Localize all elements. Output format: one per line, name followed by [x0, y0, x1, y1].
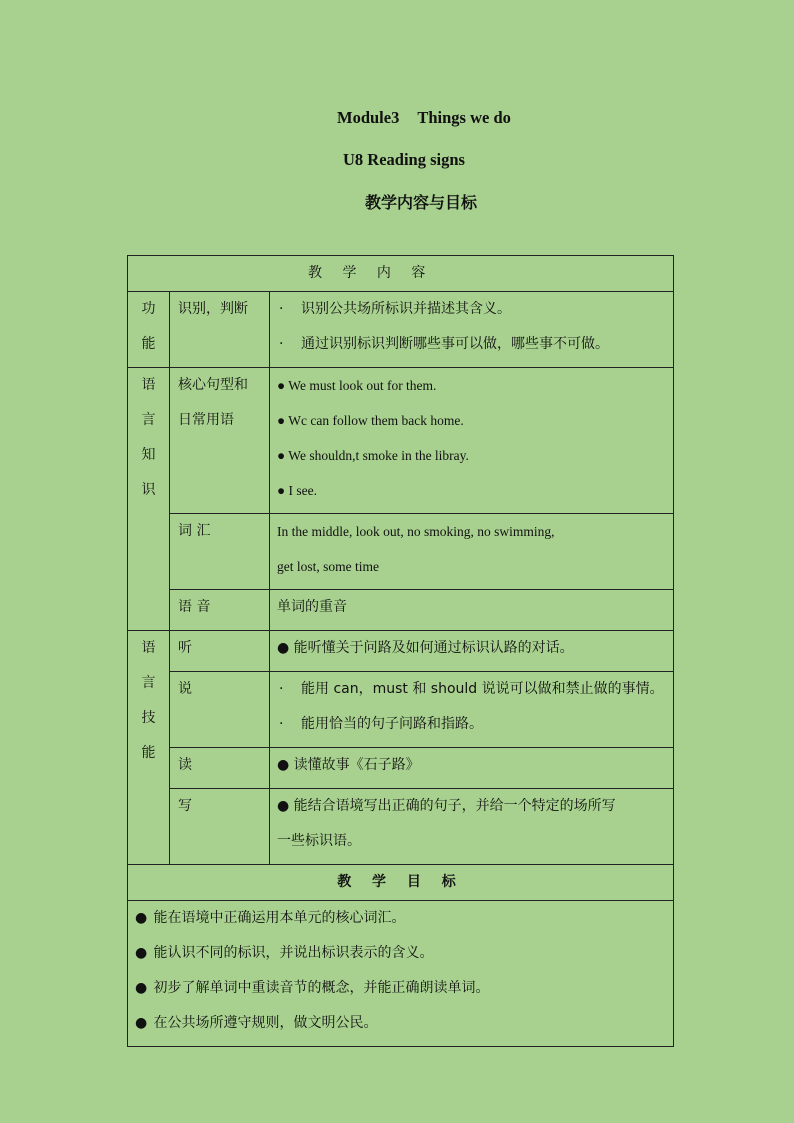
objectives-header-row [128, 865, 674, 901]
write-content: ● 能结合语境写出正确的句子，并给一个特定的场所写 一些标识语。 [270, 789, 674, 865]
speak-row [128, 672, 674, 748]
listen-sub: 听 [170, 631, 270, 672]
phonetics-content: 单词的重音 [270, 590, 674, 631]
knowledge-category: 语 言 知 识 [128, 368, 170, 631]
teaching-table [127, 255, 674, 1047]
objectives-content [128, 901, 674, 1047]
module-title [337, 108, 511, 128]
module-name: Things we do [417, 108, 511, 127]
page-subtitle: 教学内容与目标 [365, 193, 478, 212]
objective-item: ● 能在语境中正确运用本单元的核心词汇。 [135, 910, 406, 926]
function-row [128, 292, 674, 368]
objective-item: ● 初步了解单词中重读音节的概念，并能正确朗读单词。 [135, 980, 490, 996]
read-sub: 读 [170, 748, 270, 789]
listen-content: ● 能听懂关于问路及如何通过标识认路的对话。 [270, 631, 674, 672]
vocab-content: In the middle, look out, no smoking, no swimming, get lost, some time [270, 514, 674, 590]
speak-content: · 能用 can，must 和 should 说说可以做和禁止做的事情。 · 能用恰当的句子问路和指路。 [270, 672, 674, 748]
objective-item: ● 能认识不同的标识，并说出标识表示的含义。 [135, 945, 434, 961]
write-sub: 写 [170, 789, 270, 865]
write-row [128, 789, 674, 865]
function-category: 功 能 [128, 292, 170, 368]
speak-sub: 说 [170, 672, 270, 748]
listen-row [128, 631, 674, 672]
function-content: · 识别公共场所标识并描述其含义。 · 通过识别标识判断哪些事可以做，哪些事不可做。 [270, 292, 674, 368]
vocab-sub: 词 汇 [170, 514, 270, 590]
module-number: Module3 [337, 108, 400, 127]
function-sub: 识别，判断 [170, 292, 270, 368]
sentences-sub: 核心句型和 日常用语 [170, 368, 270, 514]
read-content: ● 读懂故事《石子路》 [270, 748, 674, 789]
content-header: 教 学 内 容 [128, 256, 674, 292]
objectives-header: 教 学 目 标 [128, 865, 674, 901]
sentences-content: ● We must look out for them. ● Wc can follow them back home. ● We shouldn,t smoke in the libray. ● I see. [270, 368, 674, 514]
phonetics-row [128, 590, 674, 631]
objective-item: ● 在公共场所遵守规则，做文明公民。 [135, 1015, 378, 1031]
read-row [128, 748, 674, 789]
phonetics-sub: 语 音 [170, 590, 270, 631]
unit-title: U8 Reading signs [343, 150, 465, 169]
sentences-row [128, 368, 674, 514]
skills-category: 语 言 技 能 [128, 631, 170, 865]
content-header-row [128, 256, 674, 292]
vocab-row [128, 514, 674, 590]
objectives-row [128, 901, 674, 1047]
